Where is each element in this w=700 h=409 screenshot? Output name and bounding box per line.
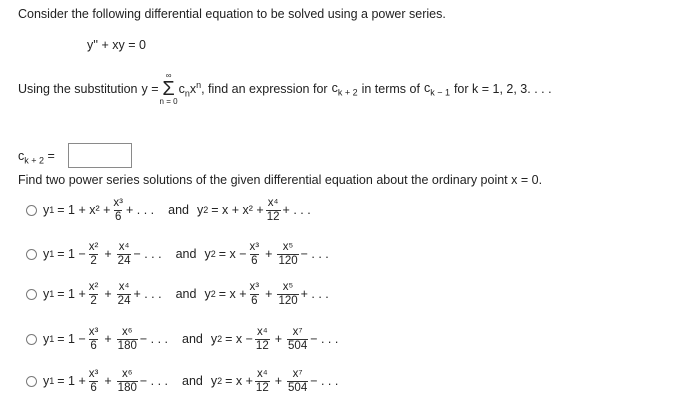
differential-equation: y'' + xy = 0 [87, 38, 146, 52]
option-3[interactable]: y 1 = 1 + $\frac{\text{x²}}{2}$ + $\frac{\text{x⁴}}{24}$ + . . . and y 2 = x + $\frac{\text{x³}}{6}$ + $\frac{\text{x⁵}}{120}$ + . . . [26, 277, 329, 311]
fraction: $\frac{\text{x⁴}}{24}$ [117, 281, 131, 307]
fraction: $\frac{\text{x³}}{6}$ [88, 368, 99, 394]
summation [160, 72, 178, 106]
sum-term: $c_nx^n$ [178, 79, 202, 99]
ck2-answer-input[interactable] [68, 143, 132, 168]
fraction: $\frac{\text{x⁴}}{12}$ [255, 368, 269, 394]
fraction: $\frac{\text{x³}}{6}$ [249, 241, 260, 267]
sum-upper-limit: ∞ [165, 71, 172, 80]
question-intro: Consider the following differential equation to be solved using a power series. [18, 7, 446, 21]
fraction: $\frac{\text{x³}}{6}$ [249, 281, 260, 307]
substitution-line [18, 72, 552, 106]
find-text: , find an expression for [201, 82, 328, 96]
fraction: $\frac{\text{x⁴}}{12}$ [266, 197, 280, 223]
fraction: $\frac{\text{x²}}{2}$ [88, 281, 99, 307]
fraction: $\frac{\text{x³}}{6}$ [113, 197, 124, 223]
radio-button[interactable] [26, 249, 37, 260]
radio-button[interactable] [26, 205, 37, 216]
substitution-y: y = [141, 82, 159, 96]
sigma-icon: Σ [162, 78, 175, 100]
substitution-prefix: Using the substitution [18, 82, 138, 96]
for-k-text: for k = 1, 2, 3. . . . [453, 82, 552, 96]
fraction: $\frac{\text{x³}}{6}$ [88, 326, 99, 352]
fraction: $\frac{\text{x⁵}}{120}$ [278, 241, 298, 267]
radio-button[interactable] [26, 376, 37, 387]
answer-label: $c_{k + 2}$ = [18, 149, 55, 166]
part2-prompt: Find two power series solutions of the given differential equation about the ordinary point x = 0. [18, 173, 543, 187]
fraction: $\frac{\text{x⁴}}{12}$ [255, 326, 269, 352]
fraction: $\frac{\text{x⁶}}{180}$ [117, 326, 137, 352]
fraction: $\frac{\text{x⁷}}{504}$ [288, 326, 308, 352]
fraction: $\frac{\text{x⁴}}{24}$ [117, 241, 131, 267]
option-4[interactable]: y 1 = 1 − $\frac{\text{x³}}{6}$ + $\frac{\text{x⁶}}{180}$ − . . . and y 2 = x − $\frac{\text{x⁴}}{12}$ + $\frac{\text{x⁷}}{504}$ − . . . [26, 322, 338, 356]
option-1[interactable]: y 1 = 1 + x² + $\frac{\text{x³}}{6}$ + . . . and y 2 = x + x² + $\frac{\text{x⁴}}{12}$ + . . . [26, 193, 311, 227]
fraction: $\frac{\text{x⁷}}{504}$ [288, 368, 308, 394]
fraction: $\frac{\text{x²}}{2}$ [88, 241, 99, 267]
in-terms-text: in terms of [361, 82, 420, 96]
ck2-term: $c_{k + 2}$ [331, 80, 358, 98]
sum-lower-limit: n = 0 [159, 97, 178, 106]
option-2[interactable]: y 1 = 1 − $\frac{\text{x²}}{2}$ + $\frac{\text{x⁴}}{24}$ − . . . and y 2 = x − $\frac{\text{x³}}{6}$ + $\frac{\text{x⁵}}{120}$ − . . . [26, 237, 329, 271]
radio-button[interactable] [26, 334, 37, 345]
option-5[interactable]: y 1 = 1 + $\frac{\text{x³}}{6}$ + $\frac{\text{x⁶}}{180}$ − . . . and y 2 = x + $\frac{\text{x⁴}}{12}$ + $\frac{\text{x⁷}}{504}$ − . . . [26, 364, 338, 398]
ck1-term: $c_{k - 1}$ [423, 80, 450, 98]
fraction: $\frac{\text{x⁵}}{120}$ [278, 281, 298, 307]
fraction: $\frac{\text{x⁶}}{180}$ [117, 368, 137, 394]
radio-button[interactable] [26, 289, 37, 300]
